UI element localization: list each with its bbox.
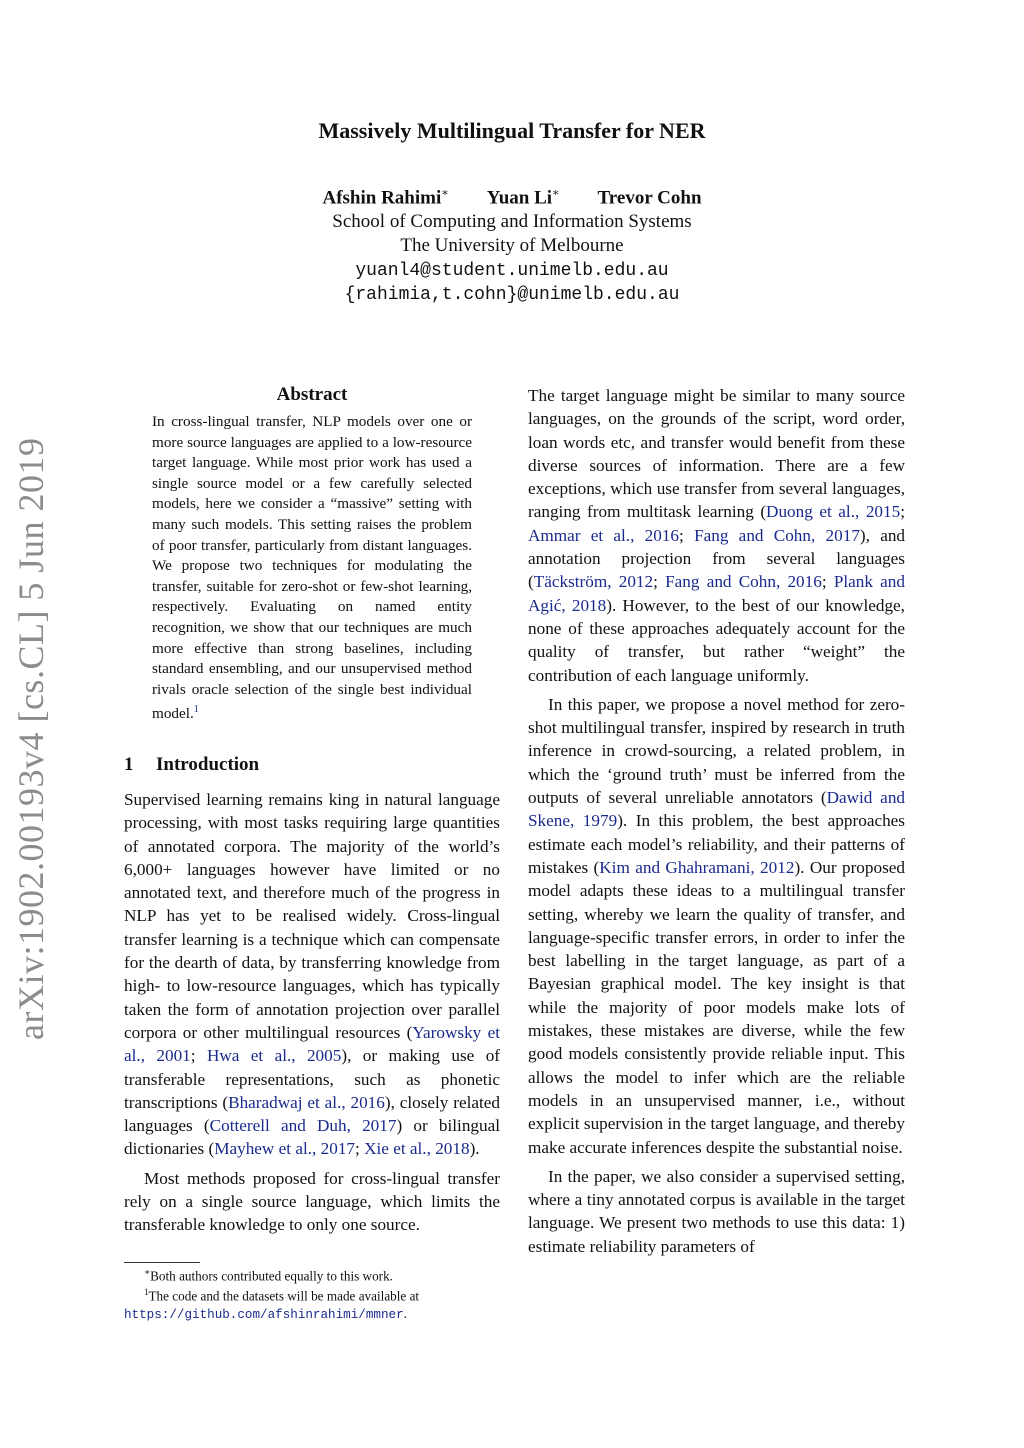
text-run: ). Our proposed model adapts these ideas to a multilingual transfer setting, whereby we learn the quality of transfer, and language-specific transfer errors, in order to infer the best labelling in the target language, as part of a Bayesian graphical model. The key insight is that while the majority of poor models make lots of mistakes, these mistakes are diverse, while the few good models consistently provide reliable input. This allows the model to infer which are the reliable models in an unsupervised manner, i.e., without explicit supervision in the target language, and thereby make accurate inferences despite the substantial noise. [528, 857, 905, 1157]
text-run: ). In this problem, the best approaches estimate each model’s reliability, and their patterns of mistakes ( [528, 811, 905, 877]
text-run: ; [355, 1139, 365, 1159]
citation-link[interactable]: Mayhew et al., 2017 [214, 1139, 356, 1159]
text-run: ; [679, 525, 695, 545]
text-run: ; [653, 572, 666, 592]
right-column [528, 384, 905, 1264]
citation-link[interactable]: Duong et al., 2015 [766, 502, 901, 522]
text-run: ). However, to the best of our knowledge, none of these approaches adequately account for the quality of transfer, but rather “weight” the contribution of each language uniformly. [528, 595, 905, 685]
citation-link[interactable]: Xie et al., 2018 [364, 1139, 470, 1159]
author-list [0, 186, 1024, 209]
affiliation-school: School of Computing and Information Systems [332, 211, 692, 232]
affiliation-university: The University of Melbourne [400, 235, 624, 256]
code-url-link[interactable]: https://github.com/afshinrahimi/mmner [124, 1307, 404, 1322]
paragraph: In the paper, we also consider a supervised setting, where a tiny annotated corpus is available in the target language. We present two methods to use this data: 1) estimate reliability parameters of [528, 1166, 905, 1256]
left-column [124, 788, 500, 1243]
abstract-text: In cross-lingual transfer, NLP models over one or more source languages are applied to a low-resource target language. While most prior work has used a single source model or a few carefully selected models, here we consider a “massive” setting with many such models. This setting raises the problem of poor transfer, particularly from distant languages. We propose two techniques for modulating the transfer, suitable for zero-shot or few-shot learning, respectively. Evaluating on named entity recognition, we show that our techniques are much more effective than strong baselines, including standard ensembling, and our unsupervised method rivals oracle selection of the single best individual model. [152, 413, 472, 723]
arxiv-identifier: arXiv:1902.00193v4 [cs.CL] 5 Jun 2019 [11, 437, 51, 1040]
author-mark: ∗ [441, 187, 449, 199]
footnotes [124, 1264, 500, 1324]
citation-link[interactable]: Fang and Cohn, 2016 [665, 572, 822, 592]
author-name: Afshin Rahimi [322, 187, 442, 209]
paragraph [528, 693, 905, 1159]
footnote-2: $^1$The code and the datasets will be made available at [144, 1287, 420, 1304]
text-run: ; [821, 572, 834, 592]
email-2: {rahimia,t.cohn}@unimelb.edu.au [344, 285, 680, 305]
citation-link[interactable]: Hwa et al., 2005 [206, 1046, 342, 1066]
footnote-rule [124, 1262, 200, 1263]
citation-link[interactable]: Yarowsky et al., 2001 [124, 1022, 500, 1066]
author-mark: ∗ [552, 187, 560, 199]
abstract-heading: Abstract [276, 384, 348, 405]
abstract-body [152, 412, 472, 725]
author-name: Trevor Cohn [597, 187, 702, 209]
section-heading [124, 754, 259, 776]
citation-link[interactable]: Ammar et al., 2016 [528, 525, 680, 545]
text-run: ), closely related languages ( [124, 1092, 500, 1136]
citation-link[interactable]: Täckström, 2012 [533, 572, 654, 592]
text-run: ). [469, 1139, 480, 1159]
paragraph [124, 788, 500, 1161]
footnote-2-url-line: https://github.com/afshinrahimi/mmner. [124, 1305, 407, 1322]
text-run: ) or bilingual dictionaries ( [124, 1116, 500, 1159]
citation-link[interactable]: Dawid and Skene, 1979 [528, 788, 906, 831]
text-run: ; [190, 1046, 207, 1066]
paper-title: Massively Multilingual Transfer for NER [318, 118, 706, 143]
text-run: ; [900, 502, 905, 522]
citation-link[interactable]: Fang and Cohn, 2017 [694, 525, 860, 545]
text-run: The target language might be similar to many source languages, on the grounds of the script, word order, loan words etc, and transfer would benefit from these diverse sources of information. There are a few exceptions, which use transfer from several languages, ranging from multitask learning ( [528, 386, 905, 522]
text-run: ), or making use of transferable representations, such as phonetic transcriptions ( [124, 1046, 501, 1112]
citation-link[interactable]: Cotterell and Duh, 2017 [209, 1116, 397, 1136]
paragraph: Most methods proposed for cross-lingual transfer rely on a single source language, which limits the transferable knowledge to only one source. [124, 1168, 500, 1235]
section-number: 1 [124, 754, 134, 775]
email-1: yuanl4@student.unimelb.edu.au [355, 261, 669, 281]
citation-link[interactable]: Bharadwaj et al., 2016 [228, 1092, 385, 1112]
section-title: Introduction [156, 754, 260, 775]
text-run: Supervised learning remains king in natural language processing, with most tasks requiring large quantities of annotated corpora. The majority of the world’s 6,000+ languages however have limited or no annotated text, and therefore much of the progress in NLP has yet to be realised widely. Cross-lingual transfer learning is a technique which can compensate for the dearth of data, by transferring knowledge from high- to low-resource languages, which has typically taken the form of annotation projection over parallel corpora or other multilingual resources ( [124, 790, 500, 1042]
paragraph [528, 384, 905, 687]
footnote-1: ∗Both authors contributed equally to this work. [144, 1267, 393, 1284]
author-name: Yuan Li [486, 187, 553, 209]
citation-link[interactable]: Plank and Agić, 2018 [528, 572, 905, 615]
text-run: In this paper, we propose a novel method for zero-shot multilingual transfer, inspired by research in truth inference in crowd-sourcing, a related problem, in which the ‘ground truth’ must be inferred from the outputs of several unreliable annotators ( [528, 694, 905, 808]
footnote-ref[interactable]: 1 [193, 704, 199, 716]
citation-link[interactable]: Kim and Ghahramani, 2012 [599, 857, 795, 877]
text-run: ), and annotation projection from several languages ( [528, 525, 906, 592]
